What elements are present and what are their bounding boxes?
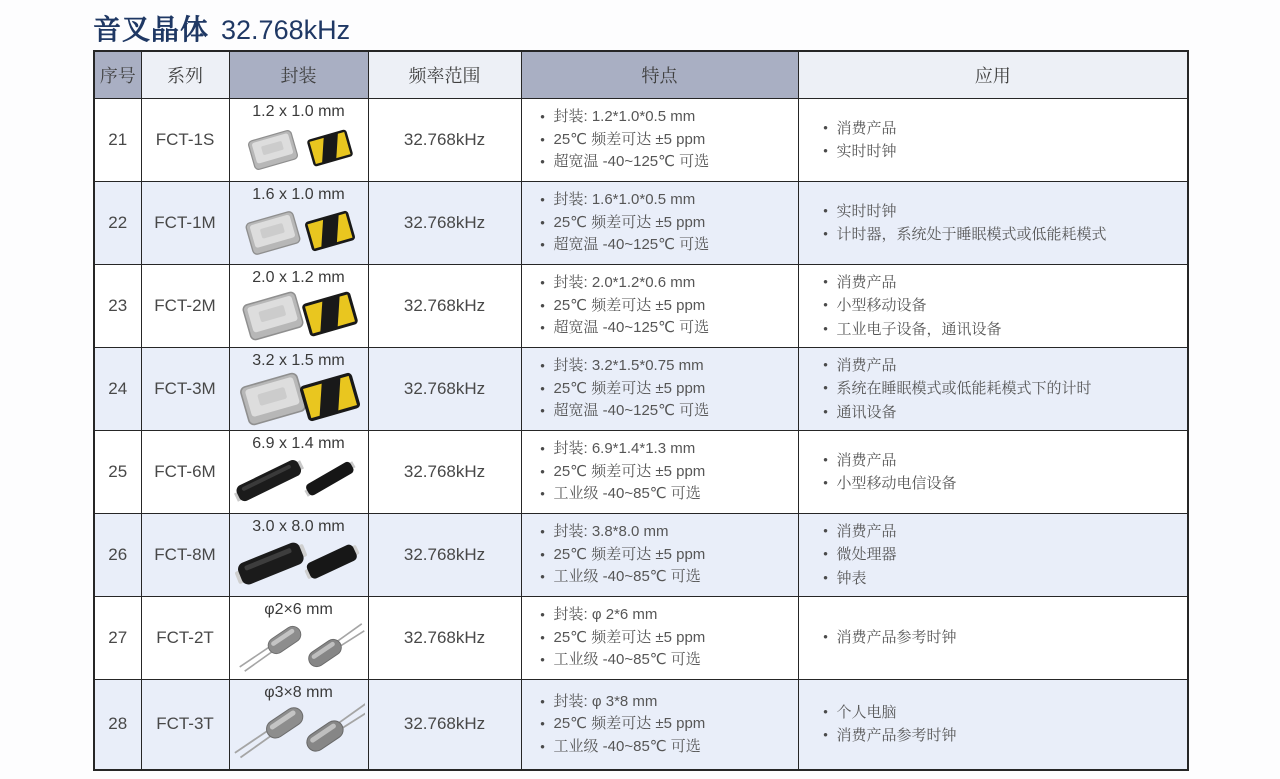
feature-item xyxy=(532,736,794,759)
column-header: 系列 xyxy=(141,51,229,99)
bullet-icon: • xyxy=(823,546,828,562)
applications-cell xyxy=(798,680,1188,770)
application-item-text: 消费产品 xyxy=(836,274,897,292)
table-header-row xyxy=(94,51,1188,99)
row-number-cell xyxy=(94,265,141,348)
smd-crystal-image xyxy=(233,119,365,177)
package-size-label: 2.0 x 1.2 mm xyxy=(252,269,345,286)
application-item xyxy=(815,472,1184,495)
bullet-icon: • xyxy=(823,704,828,719)
row-number: 26 xyxy=(108,545,128,564)
package-cell xyxy=(229,514,368,597)
row-number-cell xyxy=(94,431,141,514)
feature-item xyxy=(532,106,794,129)
application-item xyxy=(815,520,1184,543)
feature-item xyxy=(532,317,794,340)
application-item-text: 钟表 xyxy=(836,569,867,587)
application-item xyxy=(815,449,1184,472)
bullet-icon: • xyxy=(823,143,828,158)
application-item xyxy=(815,318,1184,341)
bullet-icon: • xyxy=(540,154,545,170)
application-item xyxy=(815,543,1184,566)
table-header xyxy=(94,51,1188,99)
row-number: 22 xyxy=(108,213,128,232)
row-number-cell xyxy=(94,182,141,265)
cylinder-crystal-image xyxy=(233,700,365,760)
feature-item-text: 封装: φ 2*6 mm xyxy=(553,606,658,624)
bullet-icon: • xyxy=(540,131,545,147)
package-cell xyxy=(229,182,368,265)
features-cell xyxy=(521,514,798,597)
bullet-icon: • xyxy=(540,486,545,502)
application-item-text: 消费产品 xyxy=(836,451,897,469)
application-item-list xyxy=(815,449,1184,496)
frequency-value: 32.768kHz xyxy=(403,379,486,398)
package-size-label: 3.2 x 1.5 mm xyxy=(252,352,345,369)
application-item xyxy=(815,117,1184,140)
frequency-value: 32.768kHz xyxy=(403,545,486,564)
package-image-wrap xyxy=(230,202,368,260)
series-name: FCT-2T xyxy=(156,628,214,647)
feature-item xyxy=(532,189,794,212)
package-image-wrap xyxy=(230,700,368,760)
feature-item-text: 封装: φ 3*8 mm xyxy=(553,692,658,710)
column-header: 序号 xyxy=(94,51,141,99)
series-name: FCT-2M xyxy=(154,296,216,315)
bullet-icon: • xyxy=(540,275,545,291)
feature-item-text: 超宽温 -40~125℃ 可选 xyxy=(553,319,710,337)
application-item xyxy=(815,200,1184,223)
package-cell xyxy=(229,597,368,680)
frequency-value: 32.768kHz xyxy=(403,462,486,481)
application-item xyxy=(815,140,1184,163)
feature-item-list xyxy=(532,189,794,257)
application-item-list xyxy=(815,626,1184,649)
page-title xyxy=(93,8,350,48)
application-item-text: 微处理器 xyxy=(836,546,897,564)
package-image-wrap xyxy=(230,285,368,343)
bullet-icon: • xyxy=(540,380,545,396)
features-cell xyxy=(521,265,798,348)
column-header: 应用 xyxy=(798,51,1188,99)
feature-item-text: 工业级 -40~85℃ 可选 xyxy=(553,651,701,669)
application-item-list xyxy=(815,354,1184,424)
application-item-text: 消费产品参考时钟 xyxy=(836,727,957,745)
feature-item-text: 封装: 2.0*1.2*0.6 mm xyxy=(553,274,696,292)
table-row xyxy=(94,597,1188,680)
bar-crystal-image xyxy=(233,451,365,509)
package-size-label: φ2×6 mm xyxy=(264,601,333,618)
feature-item xyxy=(532,461,794,484)
series-name: FCT-1M xyxy=(154,213,216,232)
package-cell xyxy=(229,348,368,431)
bullet-icon: • xyxy=(540,716,545,731)
package-cell xyxy=(229,431,368,514)
bullet-icon: • xyxy=(823,727,828,743)
application-item-text: 消费产品 xyxy=(836,523,897,541)
application-item xyxy=(815,724,1184,747)
bullet-icon: • xyxy=(540,237,545,253)
crystal-spec-table xyxy=(93,50,1189,771)
table-row xyxy=(94,680,1188,770)
series-name: FCT-3T xyxy=(156,714,214,734)
bullet-icon: • xyxy=(823,380,828,396)
application-item-list xyxy=(815,117,1184,164)
bullet-icon: • xyxy=(540,693,545,709)
application-item-list xyxy=(815,701,1184,748)
application-item xyxy=(815,271,1184,294)
feature-item xyxy=(532,212,794,235)
application-item-text: 通讯设备 xyxy=(836,403,897,421)
frequency-cell xyxy=(368,431,521,514)
row-number: 21 xyxy=(108,130,128,149)
feature-item xyxy=(532,713,794,736)
row-number-cell xyxy=(94,597,141,680)
application-item-text: 小型移动设备 xyxy=(836,297,927,315)
bullet-icon: • xyxy=(823,202,828,218)
feature-item-list xyxy=(532,272,794,340)
series-name: FCT-6M xyxy=(154,462,216,481)
series-name: FCT-1S xyxy=(155,130,215,149)
feature-item-list xyxy=(532,106,794,174)
row-number-cell xyxy=(94,348,141,431)
row-number-cell xyxy=(94,99,141,182)
bullet-icon: • xyxy=(540,214,545,230)
application-item xyxy=(815,567,1184,590)
feature-item-text: 25℃ 频差可达 ±5 ppm xyxy=(553,715,706,732)
feature-item xyxy=(532,627,794,650)
table-row xyxy=(94,99,1188,182)
applications-cell xyxy=(798,514,1188,597)
features-cell xyxy=(521,348,798,431)
row-number: 23 xyxy=(108,296,128,315)
frequency-cell xyxy=(368,514,521,597)
bullet-icon: • xyxy=(540,652,545,668)
feature-item-text: 25℃ 频差可达 ±5 ppm xyxy=(553,628,706,646)
features-cell xyxy=(521,431,798,514)
application-item-list xyxy=(815,271,1184,341)
feature-item-text: 工业级 -40~85℃ 可选 xyxy=(553,568,701,586)
feature-item-text: 25℃ 频差可达 ±5 ppm xyxy=(553,213,706,231)
feature-item xyxy=(532,438,794,461)
row-number: 25 xyxy=(108,462,128,481)
series-cell xyxy=(141,597,229,680)
frequency-value: 32.768kHz xyxy=(403,213,486,232)
package-size-label: 6.9 x 1.4 mm xyxy=(252,435,345,452)
feature-item xyxy=(532,544,794,567)
bullet-icon: • xyxy=(540,358,545,374)
application-item-text: 系统在睡眠模式或低能耗模式下的计时 xyxy=(836,380,1092,398)
frequency-value: 32.768kHz xyxy=(403,628,486,647)
applications-cell xyxy=(798,182,1188,265)
feature-item-text: 工业级 -40~85℃ 可选 xyxy=(553,737,701,755)
bullet-icon: • xyxy=(823,403,828,419)
feature-item xyxy=(532,129,794,152)
applications-cell xyxy=(798,348,1188,431)
frequency-cell xyxy=(368,182,521,265)
frequency-cell xyxy=(368,348,521,431)
bullet-icon: • xyxy=(823,629,828,645)
frequency-value: 32.768kHz xyxy=(403,130,486,149)
feature-item xyxy=(532,234,794,257)
feature-item-text: 25℃ 频差可达 ±5 ppm xyxy=(553,545,706,563)
feature-item-text: 超宽温 -40~125℃ 可选 xyxy=(553,153,710,171)
feature-item-list xyxy=(532,691,794,759)
feature-item-text: 工业级 -40~85℃ 可选 xyxy=(553,485,701,503)
feature-item-text: 25℃ 频差可达 ±5 ppm xyxy=(553,130,706,148)
package-size-label: 3.0 x 8.0 mm xyxy=(252,518,345,535)
application-item-text: 实时时钟 xyxy=(836,202,897,220)
frequency-value: 32.768kHz xyxy=(403,296,486,315)
application-item xyxy=(815,701,1184,724)
column-header: 特点 xyxy=(521,51,798,99)
bullet-icon: • xyxy=(823,119,828,135)
bullet-icon: • xyxy=(540,320,545,336)
application-item xyxy=(815,626,1184,649)
application-item-text: 消费产品 xyxy=(836,119,897,137)
bullet-icon: • xyxy=(540,109,545,125)
application-item-text: 个人电脑 xyxy=(836,704,897,721)
bullet-icon: • xyxy=(540,441,545,457)
application-item-text: 消费产品参考时钟 xyxy=(836,629,957,647)
bullet-icon: • xyxy=(823,523,828,539)
features-cell xyxy=(521,597,798,680)
column-header: 封装 xyxy=(229,51,368,99)
bullet-icon: • xyxy=(540,403,545,419)
page-title-frequency: 32.768kHz xyxy=(221,15,351,45)
row-number: 24 xyxy=(108,379,128,398)
feature-item-text: 超宽温 -40~125℃ 可选 xyxy=(553,402,710,420)
feature-item xyxy=(532,295,794,318)
bullet-icon: • xyxy=(540,192,545,208)
bullet-icon: • xyxy=(823,297,828,313)
feature-item xyxy=(532,378,794,401)
series-cell xyxy=(141,265,229,348)
package-image-wrap xyxy=(230,119,368,177)
applications-cell xyxy=(798,265,1188,348)
application-item-text: 计时器，系统处于睡眠模式或低能耗模式 xyxy=(836,226,1107,243)
feature-item xyxy=(532,649,794,672)
feature-item xyxy=(532,355,794,378)
package-cell xyxy=(229,680,368,770)
row-number: 27 xyxy=(108,628,128,647)
application-item-text: 消费产品 xyxy=(836,357,897,375)
application-item-list xyxy=(815,520,1184,590)
bullet-icon: • xyxy=(823,475,828,490)
row-number: 28 xyxy=(108,714,128,734)
package-image-wrap xyxy=(230,617,368,677)
application-item xyxy=(815,294,1184,317)
series-cell xyxy=(141,348,229,431)
smd-crystal-image xyxy=(233,285,365,343)
bar-crystal-image xyxy=(233,534,365,592)
package-image-wrap xyxy=(230,534,368,592)
column-header: 频率范围 xyxy=(368,51,521,99)
feature-item-text: 封装: 1.6*1.0*0.5 mm xyxy=(553,191,696,209)
series-cell xyxy=(141,182,229,265)
package-cell xyxy=(229,99,368,182)
bullet-icon: • xyxy=(540,546,545,562)
frequency-cell xyxy=(368,680,521,770)
table-row xyxy=(94,182,1188,265)
row-number-cell xyxy=(94,680,141,770)
table-row xyxy=(94,514,1188,597)
bullet-icon: • xyxy=(823,320,828,336)
page-title-main: 音叉晶体 xyxy=(93,14,210,45)
bullet-icon: • xyxy=(823,274,828,290)
feature-item-text: 25℃ 频差可达 ±5 ppm xyxy=(553,379,706,397)
bullet-icon: • xyxy=(540,629,545,645)
application-item-text: 实时时钟 xyxy=(836,143,897,160)
application-item-list xyxy=(815,200,1184,247)
series-cell xyxy=(141,680,229,770)
bullet-icon: • xyxy=(823,569,828,585)
package-image-wrap xyxy=(230,368,368,426)
table-row xyxy=(94,348,1188,431)
features-cell xyxy=(521,680,798,770)
bullet-icon: • xyxy=(540,607,545,623)
frequency-cell xyxy=(368,265,521,348)
feature-item-text: 封装: 1.2*1.0*0.5 mm xyxy=(553,108,696,126)
row-number-cell xyxy=(94,514,141,597)
feature-item xyxy=(532,272,794,295)
feature-item-text: 封装: 3.8*8.0 mm xyxy=(553,523,669,541)
feature-item xyxy=(532,400,794,423)
application-item xyxy=(815,401,1184,424)
feature-item xyxy=(532,566,794,589)
feature-item xyxy=(532,691,794,714)
smd-crystal-image xyxy=(233,368,365,426)
cylinder-crystal-image xyxy=(233,617,365,677)
application-item xyxy=(815,377,1184,400)
applications-cell xyxy=(798,431,1188,514)
smd-crystal-image xyxy=(233,202,365,260)
features-cell xyxy=(521,99,798,182)
series-cell xyxy=(141,99,229,182)
frequency-cell xyxy=(368,597,521,680)
frequency-cell xyxy=(368,99,521,182)
table-row xyxy=(94,265,1188,348)
series-name: FCT-8M xyxy=(154,545,216,564)
application-item xyxy=(815,223,1184,246)
table-body xyxy=(94,99,1188,770)
package-size-label: φ3×8 mm xyxy=(264,684,333,701)
applications-cell xyxy=(798,597,1188,680)
series-cell xyxy=(141,431,229,514)
feature-item xyxy=(532,521,794,544)
feature-item-text: 25℃ 频差可达 ±5 ppm xyxy=(553,296,706,314)
bullet-icon: • xyxy=(540,297,545,313)
package-size-label: 1.6 x 1.0 mm xyxy=(252,186,345,203)
bullet-icon: • xyxy=(540,569,545,585)
feature-item xyxy=(532,151,794,174)
feature-item-text: 封装: 6.9*1.4*1.3 mm xyxy=(553,440,696,458)
table-row xyxy=(94,431,1188,514)
feature-item-text: 超宽温 -40~125℃ 可选 xyxy=(553,236,710,254)
feature-item-list xyxy=(532,604,794,672)
features-cell xyxy=(521,182,798,265)
feature-item xyxy=(532,483,794,506)
feature-item-list xyxy=(532,438,794,506)
package-image-wrap xyxy=(230,451,368,509)
application-item-text: 工业电子设备，通讯设备 xyxy=(836,320,1002,338)
application-item-text: 小型移动电信设备 xyxy=(836,475,957,492)
series-name: FCT-3M xyxy=(154,379,216,398)
application-item xyxy=(815,354,1184,377)
package-size-label: 1.2 x 1.0 mm xyxy=(252,103,345,120)
bullet-icon: • xyxy=(823,451,828,467)
bullet-icon: • xyxy=(823,357,828,373)
feature-item-list xyxy=(532,521,794,589)
series-cell xyxy=(141,514,229,597)
package-cell xyxy=(229,265,368,348)
feature-item-list xyxy=(532,355,794,423)
bullet-icon: • xyxy=(540,524,545,540)
feature-item-text: 封装: 3.2*1.5*0.75 mm xyxy=(553,357,704,375)
frequency-value: 32.768kHz xyxy=(403,714,486,734)
bullet-icon: • xyxy=(823,226,828,241)
feature-item xyxy=(532,604,794,627)
applications-cell xyxy=(798,99,1188,182)
bullet-icon: • xyxy=(540,463,545,479)
feature-item-text: 25℃ 频差可达 ±5 ppm xyxy=(553,462,706,480)
bullet-icon: • xyxy=(540,738,545,754)
